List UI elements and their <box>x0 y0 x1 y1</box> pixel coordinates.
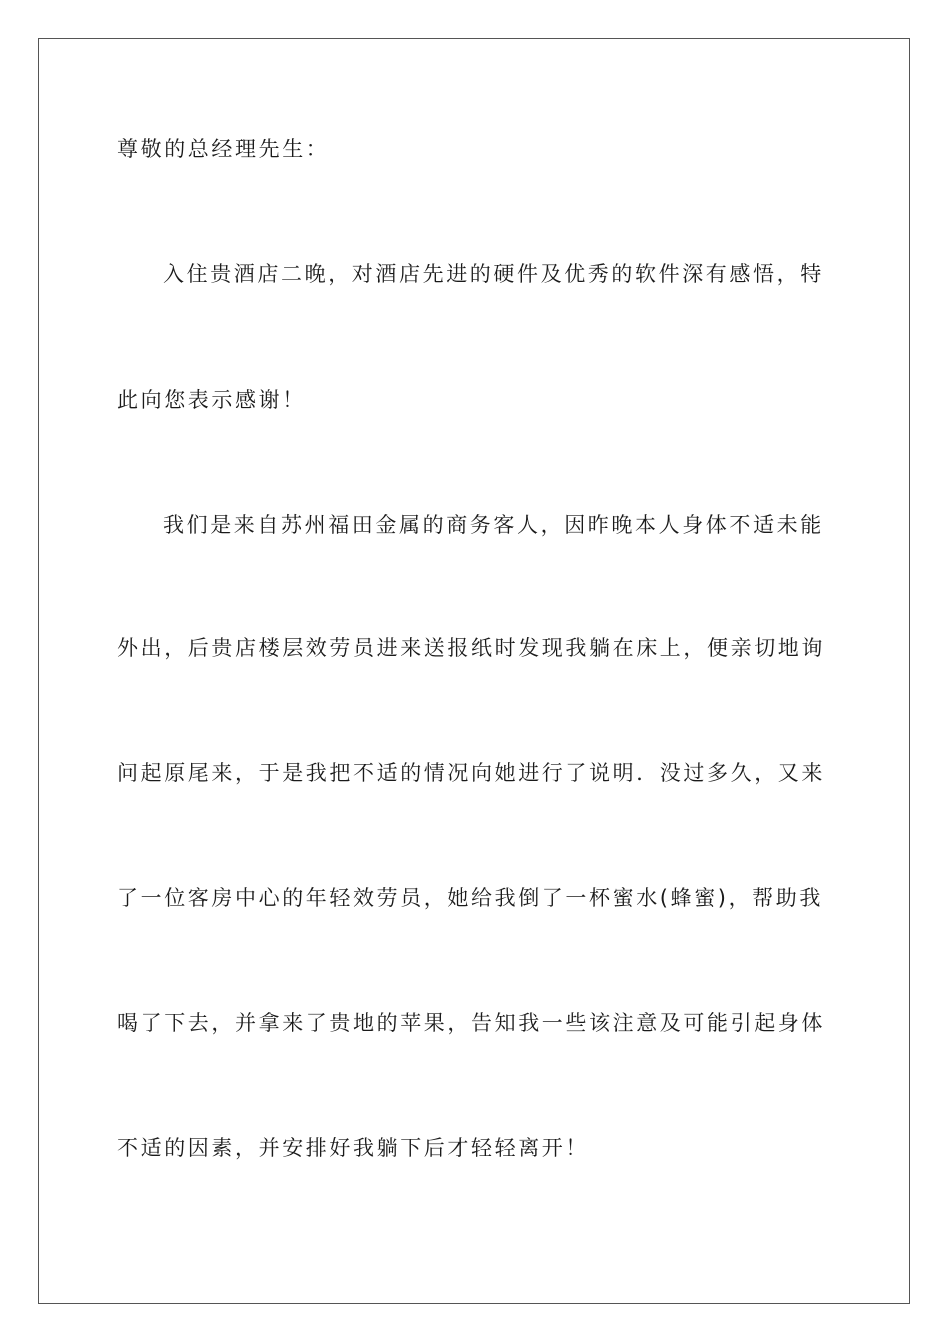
paragraph-2-line-1: 我们是来自苏州福田金属的商务客人，因昨晚本人身体不适未能 <box>163 513 824 537</box>
paragraph-1-line-1: 入住贵酒店二晚，对酒店先进的硬件及优秀的软件深有感悟，特 <box>163 262 824 286</box>
paragraph-2-line-3: 问起原尾来，于是我把不适的情况向她进行了说明．没过多久，又来 <box>117 761 825 785</box>
page-border <box>38 38 910 1304</box>
paragraph-2-line-5: 喝了下去，并拿来了贵地的苹果，告知我一些该注意及可能引起身体 <box>117 1011 825 1035</box>
paragraph-2-line-6: 不适的因素，并安排好我躺下后才轻轻离开！ <box>117 1136 589 1160</box>
paragraph-2-line-4: 了一位客房中心的年轻效劳员，她给我倒了一杯蜜水(蜂蜜)，帮助我 <box>117 886 823 910</box>
paragraph-1-line-2: 此向您表示感谢！ <box>117 388 306 412</box>
paragraph-2-line-2: 外出，后贵店楼层效劳员进来送报纸时发现我躺在床上，便亲切地询 <box>117 636 825 660</box>
salutation: 尊敬的总经理先生： <box>117 137 330 161</box>
